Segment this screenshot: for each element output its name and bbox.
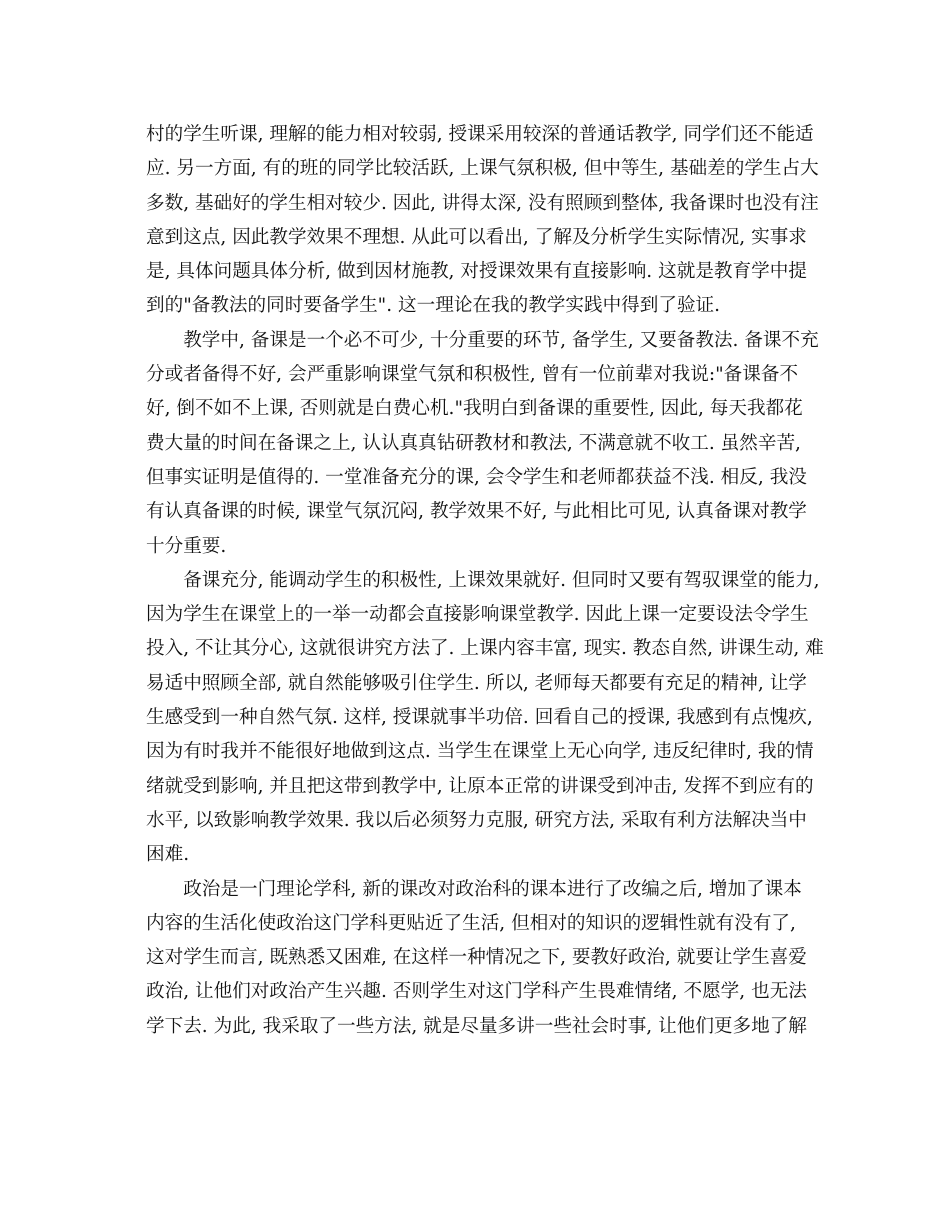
text-line: 应. 另一方面, 有的班的同学比较活跃, 上课气氛积极, 但中等生, 基础差的学生占大 (146, 158, 819, 180)
text-line: 困难. (146, 844, 190, 866)
text-line: 水平, 以致影响教学效果. 我以后必须努力克服, 研究方法, 采取有利方法解决当中 (146, 809, 807, 831)
text-line: 投入, 不让其分心, 这就很讲究方法了. 上课内容丰富, 现实. 教态自然, 讲课生动, 难 (146, 638, 824, 660)
text-line: 易适中照顾全部, 就自然能够吸引住学生. 所以, 老师每天都要有充足的精神, 让学 (146, 672, 807, 694)
text-line: 分或者备得不好, 会严重影响课堂气氛和积极性, 曾有一位前辈对我说:"备课备不 (146, 364, 799, 386)
text-line: 因为学生在课堂上的一举一动都会直接影响课堂教学. 因此上课一定要设法令学生 (146, 604, 809, 626)
text-line: 因为有时我并不能很好地做到这点. 当学生在课堂上无心向学, 违反纪律时, 我的情 (146, 741, 814, 763)
text-line: 意到这点, 因此教学效果不理想. 从此可以看出, 了解及分析学生实际情况, 实事求 (146, 226, 807, 248)
text-line: 有认真备课的时候, 课堂气氛沉闷, 教学效果不好, 与此相比可见, 认真备课对教学 (146, 501, 807, 523)
text-line: 到的"备教法的同时要备学生". 这一理论在我的教学实践中得到了验证. (146, 295, 721, 317)
text-line: 是, 具体问题具体分析, 做到因材施教, 对授课效果有直接影响. 这就是教育学中提 (146, 261, 807, 283)
text-line: 这对学生而言, 既熟悉又困难, 在这样一种情况之下, 要教好政治, 就要让学生喜爱 (146, 947, 807, 969)
text-line: 但事实证明是值得的. 一堂准备充分的课, 会令学生和老师都获益不浅. 相反, 我没 (146, 466, 807, 488)
text-line: 生感受到一种自然气氛. 这样, 授课就事半功倍. 回看自己的授课, 我感到有点愧疚, (146, 707, 813, 729)
body-text (146, 118, 826, 1044)
text-line: 内容的生活化使政治这门学科更贴近了生活, 但相对的知识的逻辑性就有没有了, (146, 912, 796, 934)
text-line: 政治是一门理论学科, 新的课改对政治科的课本进行了改编之后, 增加了课本 (146, 878, 802, 900)
text-line: 十分重要. (146, 535, 227, 557)
text-line: 费大量的时间在备课之上, 认认真真钻研教材和教法, 不满意就不收工. 虽然辛苦, (146, 432, 801, 454)
text-line: 备课充分, 能调动学生的积极性, 上课效果就好. 但同时又要有驾驭课堂的能力, (146, 569, 820, 591)
text-line: 好, 倒不如不上课, 否则就是白费心机."我明白到备课的重要性, 因此, 每天我都花 (146, 398, 803, 420)
text-line: 政治, 让他们对政治产生兴趣. 否则学生对这门学科产生畏难情绪, 不愿学, 也无法 (146, 981, 807, 1003)
text-line: 绪就受到影响, 并且把这带到教学中, 让原本正常的讲课受到冲击, 发挥不到应有的 (146, 775, 814, 797)
text-line: 学下去. 为此, 我采取了一些方法, 就是尽量多讲一些社会时事, 让他们更多地了解 (146, 1015, 807, 1037)
text-line: 教学中, 备课是一个必不可少, 十分重要的环节, 备学生, 又要备教法. 备课不充 (146, 329, 819, 351)
text-line: 多数, 基础好的学生相对较少. 因此, 讲得太深, 没有照顾到整体, 我备课时也没有注 (146, 192, 819, 214)
text-line: 村的学生听课, 理解的能力相对较弱, 授课采用较深的普通话教学, 同学们还不能适 (146, 124, 814, 145)
